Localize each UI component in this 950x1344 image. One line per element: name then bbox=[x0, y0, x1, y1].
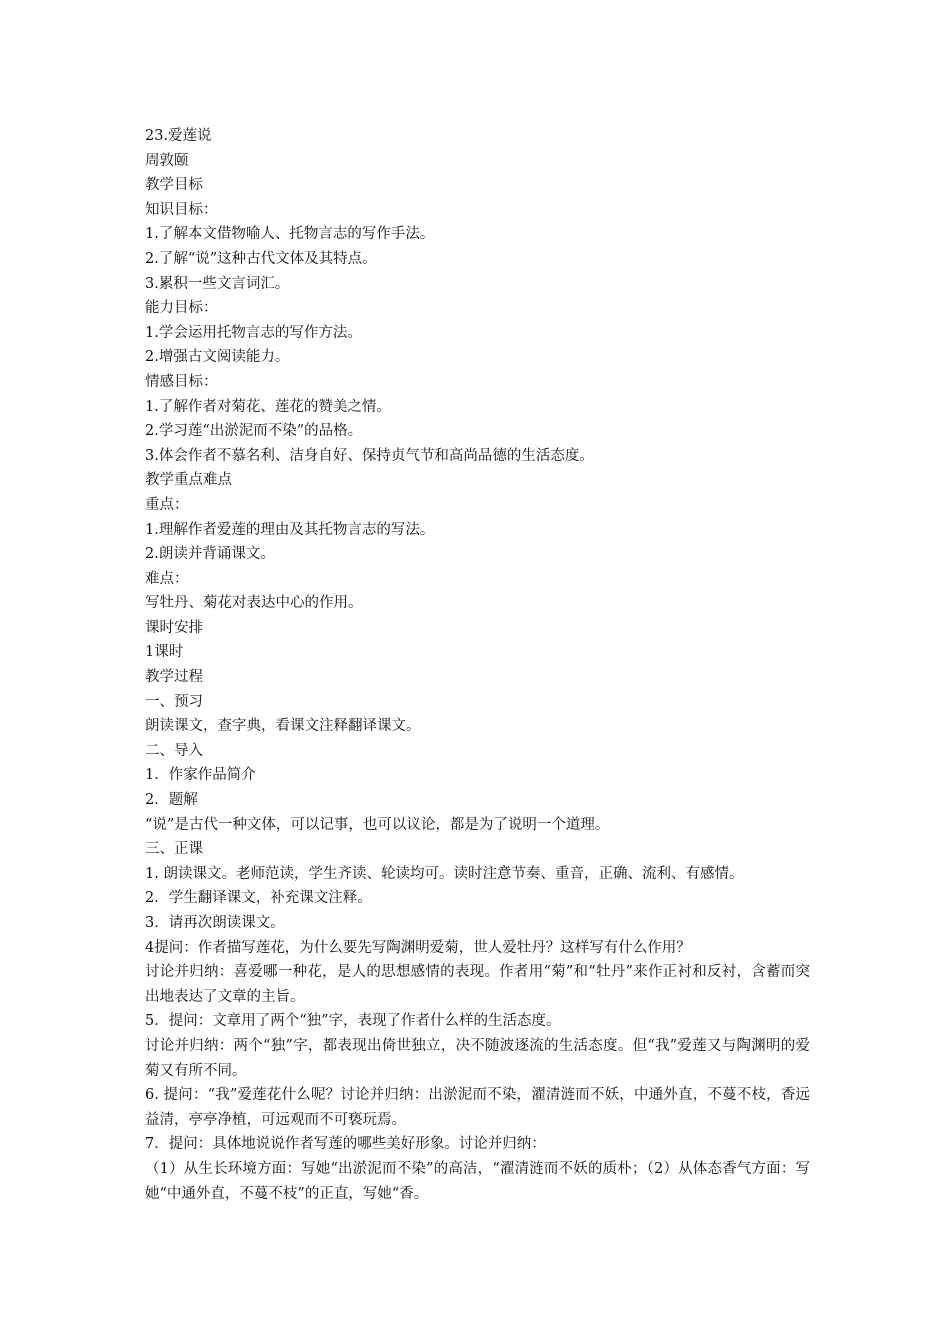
text-line: 1. 朗读课文。老师范读，学生齐读、轮读均可。读时注意节奏、重音，正确、流利、有感情。 bbox=[145, 865, 744, 882]
section-heading: 教学目标 bbox=[145, 177, 203, 194]
subsection-heading: 情感目标： bbox=[145, 373, 218, 390]
text-line: 3．请再次朗读课文。 bbox=[145, 915, 285, 931]
text-paragraph: 7．提问：具体地说说作者写莲的哪些美好形象。讨论并归纳： bbox=[145, 1136, 546, 1153]
document-body bbox=[145, 124, 810, 1206]
text-paragraph: 讨论并归纳：喜爱哪一种花，是人的思想感情的表现。作者用“菊”和“牡丹”来作正衬和反衬，含蓄而突出地表达了文章的主旨。 bbox=[145, 964, 810, 1005]
text-line: 2.朗读并背诵课文。 bbox=[145, 546, 275, 563]
author-name: 周敦颐 bbox=[145, 152, 189, 169]
text-line: 1.理解作者爱莲的理由及其托物言志的写法。 bbox=[145, 521, 435, 538]
text-paragraph: 6. 提问：“我”爱莲花什么呢？讨论并归纳：出淤泥而不染，濯清涟而不妖，中通外直，不蔓不枝，香远益清，亭亭净植，可远观而不可亵玩焉。 bbox=[145, 1087, 810, 1128]
section-heading: 课时安排 bbox=[145, 619, 203, 636]
text-line: 1.了解本文借物喻人、托物言志的写作手法。 bbox=[145, 226, 435, 243]
subsection-heading: 能力目标： bbox=[145, 300, 218, 317]
subsection-heading: 三、正课 bbox=[145, 841, 203, 858]
text-line: 写牡丹、菊花对表达中心的作用。 bbox=[145, 595, 363, 612]
text-line: 4提问：作者描写莲花，为什么要先写陶渊明爱菊，世人爱牡丹？这样写有什么作用？ bbox=[145, 939, 691, 956]
text-line: 2.学习莲“出淤泥而不染”的品格。 bbox=[145, 423, 363, 440]
section-heading: 教学重点难点 bbox=[145, 472, 232, 489]
text-line: 3.体会作者不慕名利、洁身自好、保持贞气节和高尚品德的生活态度。 bbox=[145, 447, 594, 464]
subsection-heading: 难点： bbox=[145, 570, 189, 587]
text-line: 1.学会运用托物言志的写作方法。 bbox=[145, 324, 362, 341]
subsection-heading: 二、导入 bbox=[145, 742, 203, 759]
text-line: 朗读课文，查字典，看课文注释翻译课文。 bbox=[145, 718, 421, 735]
text-line: 3.累积一些文言词汇。 bbox=[145, 275, 290, 292]
text-line: 1.了解作者对菊花、莲花的赞美之情。 bbox=[145, 398, 391, 415]
document-title: 23.爱莲说 bbox=[145, 128, 212, 144]
subsection-heading: 知识目标： bbox=[145, 201, 218, 218]
text-line: 1课时 bbox=[145, 644, 184, 661]
text-paragraph: 5．提问：文章用了两个“独”字，表现了作者什么样的生活态度。 bbox=[145, 1013, 561, 1030]
text-line: “说”是古代一种文体，可以记事，也可以议论，都是为了说明一个道理。 bbox=[145, 816, 610, 833]
text-line: 2.增强古文阅读能力。 bbox=[145, 349, 290, 366]
text-line: 2.了解“说”这种古代文体及其特点。 bbox=[145, 250, 377, 267]
text-line: 1．作家作品简介 bbox=[145, 767, 256, 784]
text-line: 2．题解 bbox=[145, 792, 198, 809]
text-paragraph: 讨论并归纳：两个“独”字，都表现出倚世独立，决不随波逐流的生活态度。但“我”爱莲又与陶渊明的爱菊又有所不同。 bbox=[145, 1037, 810, 1079]
section-heading: 教学过程 bbox=[145, 669, 203, 686]
text-line: 2．学生翻译课文，补充课文注释。 bbox=[145, 890, 372, 907]
subsection-heading: 一、预习 bbox=[145, 693, 203, 710]
subsection-heading: 重点： bbox=[145, 496, 189, 513]
text-paragraph: （1）从生长环境方面：写她“出淤泥而不染”的高洁，“濯清涟而不妖的质朴；（2）从体态香气方面：写她“中通外直，不蔓不枝”的正直，写她“香。 bbox=[145, 1160, 810, 1202]
